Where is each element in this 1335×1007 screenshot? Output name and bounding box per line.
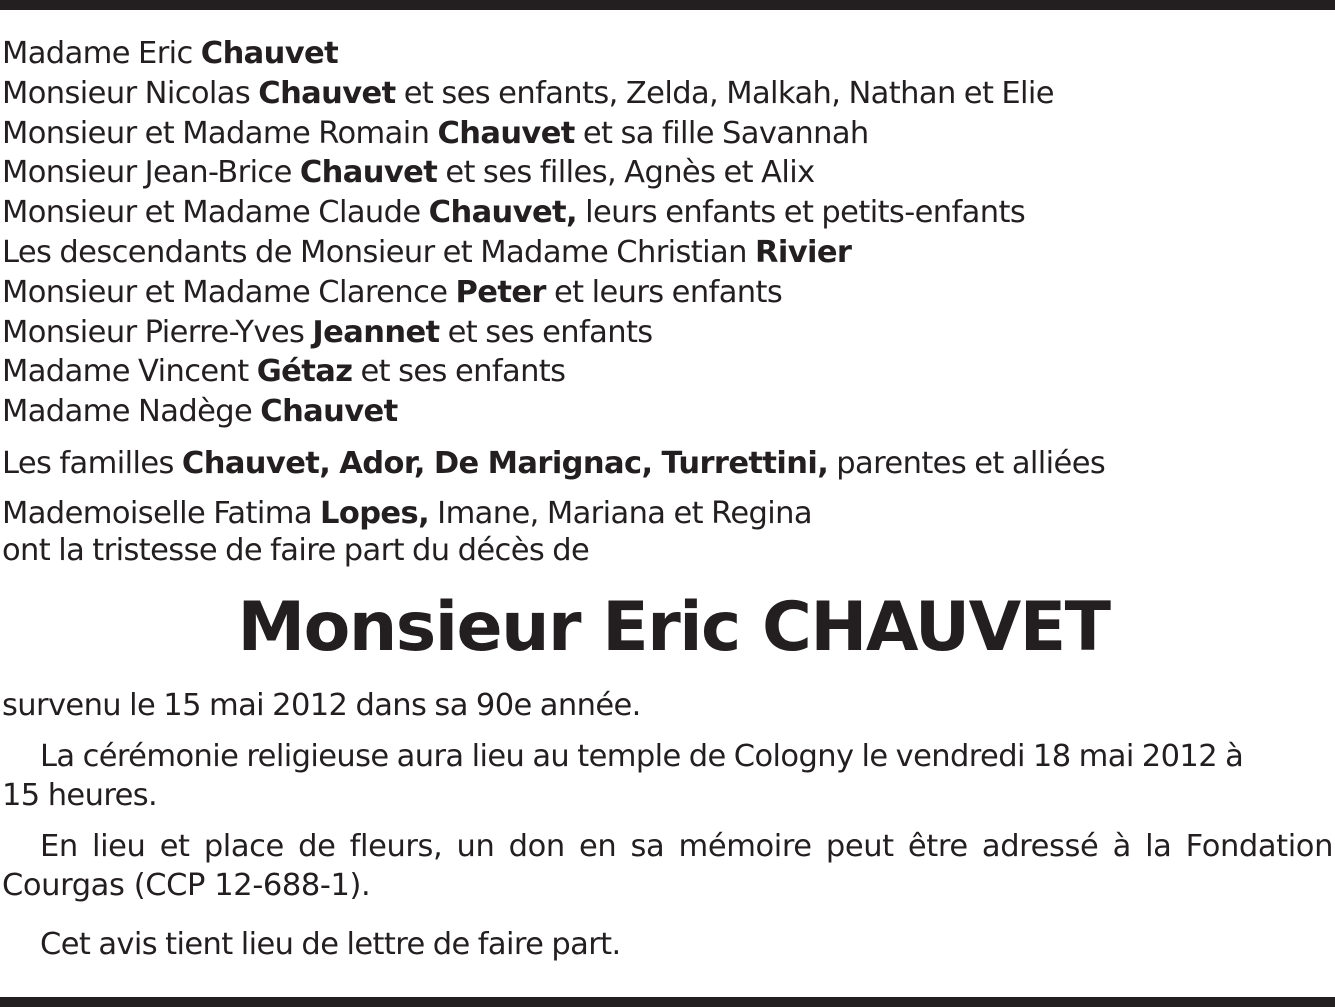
family-line: Madame Eric Chauvet: [2, 36, 339, 71]
family-name: Jeannet: [312, 314, 440, 350]
family-line: Monsieur Pierre-Yves Jeannet et ses enfants: [2, 314, 653, 350]
family-line: Madame Nadège Chauvet: [2, 394, 398, 430]
family-name: Peter: [455, 274, 546, 310]
families-line: Les familles Chauvet, Ador, De Marignac, Turrettini, parentes et alliées: [2, 445, 1106, 481]
family-list: [2, 34, 1333, 432]
friend-line: Mademoiselle Fatima Lopes, Imane, Mariana et Regina: [2, 495, 812, 531]
family-name: Chauvet,: [428, 195, 577, 231]
ceremony-line-2: 15 heures.: [2, 778, 158, 814]
family-name: Chauvet: [299, 155, 438, 191]
obituary-notice: [2, 34, 1333, 964]
family-name: Chauvet: [200, 36, 339, 71]
family-line: Monsieur Nicolas Chauvet et ses enfants, Zelda, Malkah, Nathan et Elie: [2, 75, 1054, 111]
family-name: Chauvet: [258, 75, 396, 111]
family-line: Madame Vincent Gétaz et ses enfants: [2, 354, 566, 390]
family-name: Chauvet: [260, 394, 398, 430]
family-names: Chauvet, Ador, De Marignac, Turrettini,: [181, 445, 829, 481]
family-name: Rivier: [754, 234, 852, 270]
date-line: survenu le 15 mai 2012 dans sa 90e année.: [2, 688, 641, 724]
announcement-line: ont la tristesse de faire part du décès de: [2, 532, 590, 568]
family-name: Gétaz: [256, 354, 353, 390]
family-line: Monsieur et Madame Clarence Peter et leurs enfants: [2, 274, 783, 310]
top-rule: [0, 0, 1335, 10]
family-line: Monsieur Jean-Brice Chauvet et ses filles, Agnès et Alix: [2, 155, 815, 191]
family-name: Chauvet: [437, 115, 575, 151]
ceremony-line-1: La cérémonie religieuse aura lieu au temple de Cologny le vendredi 18 mai 2012 à: [40, 739, 1244, 775]
bottom-rule: [0, 997, 1335, 1007]
family-line: Monsieur et Madame Romain Chauvet et sa fille Savannah: [2, 115, 869, 151]
closing-line: Cet avis tient lieu de lettre de faire part.: [40, 927, 621, 963]
ceremony-paragraph: [2, 737, 1333, 815]
donation-paragraph: En lieu et place de fleurs, un don en sa mémoire peut être adressé à la Fondation Courgas (CCP 12-688-1).: [2, 829, 1333, 904]
family-line: Monsieur et Madame Claude Chauvet, leurs enfants et petits-enfants: [2, 195, 1026, 231]
family-line: Les descendants de Monsieur et Madame Christian Rivier: [2, 234, 852, 270]
friend-name: Lopes,: [320, 495, 430, 531]
deceased-name: Monsieur Eric CHAUVET: [237, 588, 1110, 668]
